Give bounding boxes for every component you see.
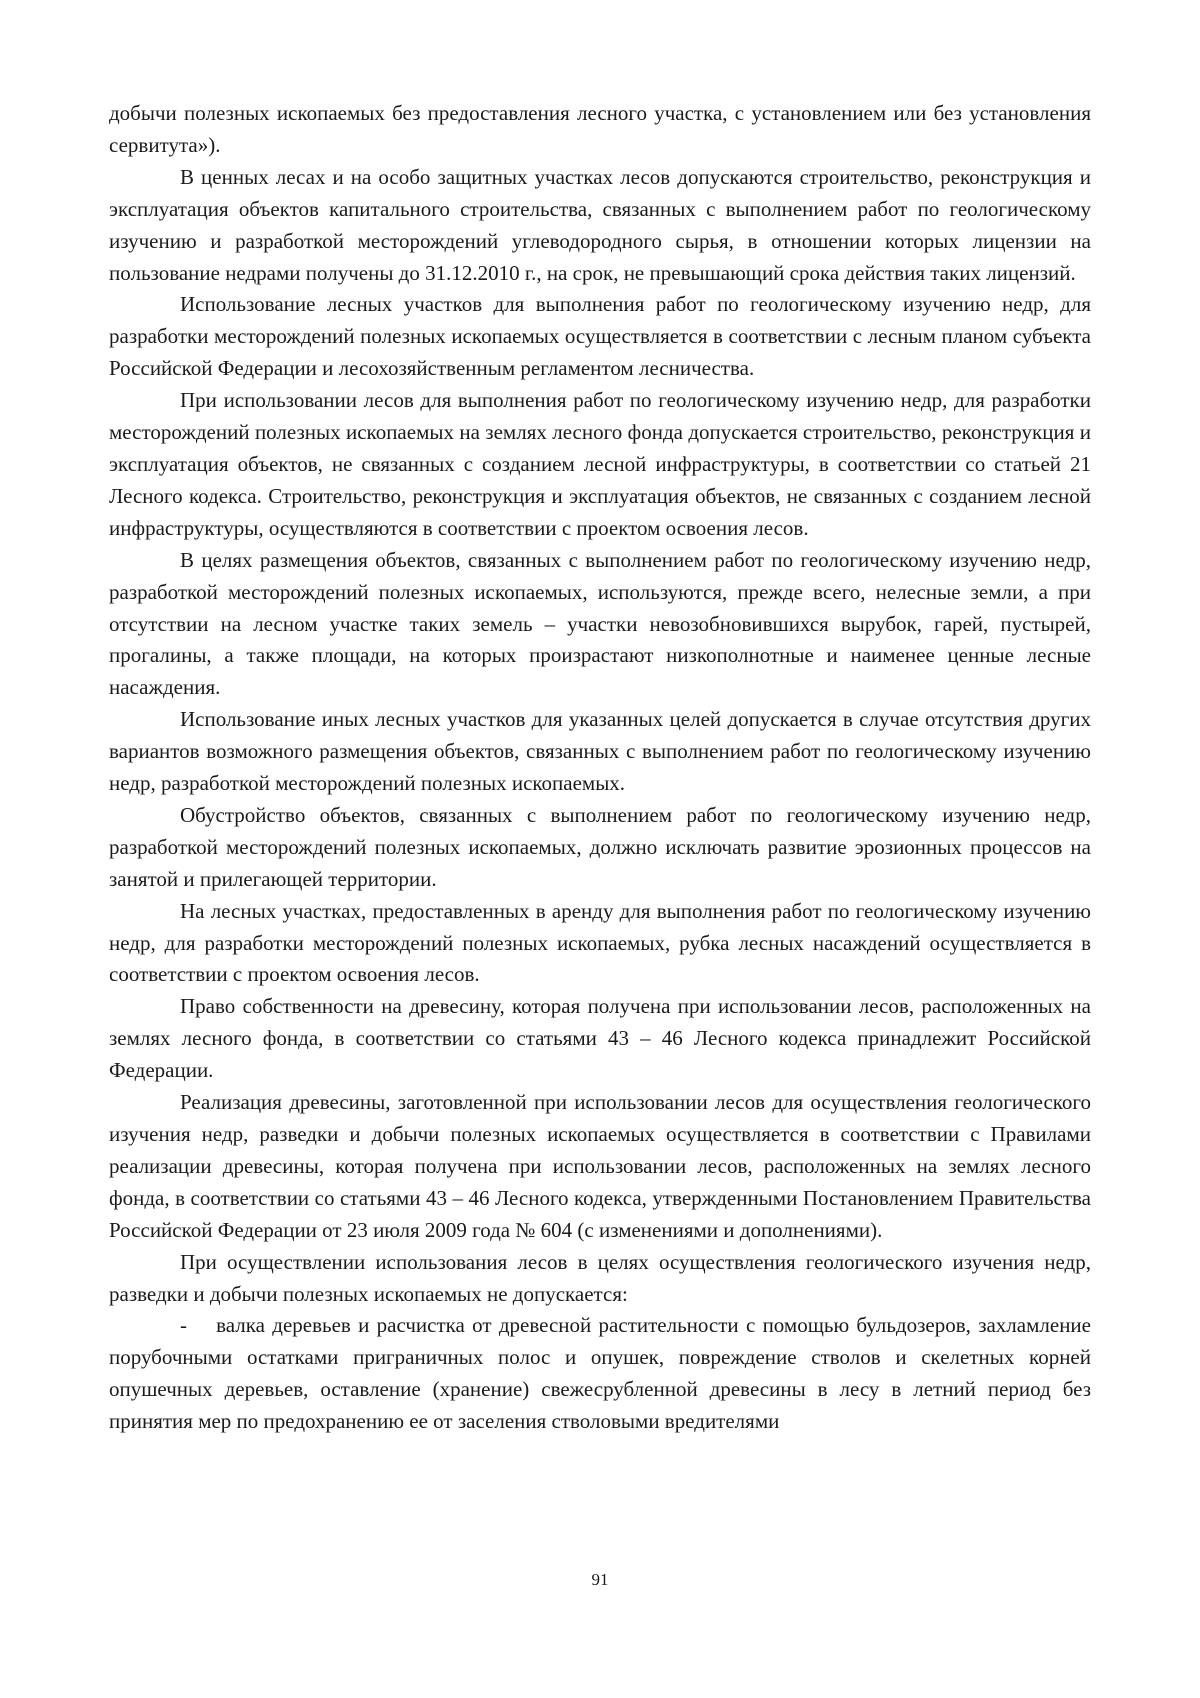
paragraph-wood-sale: Реализация древесины, заготовленной при использовании лесов для осуществления геологического изучения недр, разведки и добычи полезных ископаемых осуществляется в соответствии с Правилами реализации древесины, которая получена при использовании лесов, расположенных на землях лесного фонда, в соответствии со статьями 43 – 46 Лесного кодекса, утвержденными Постановлением Правительства Российской Федерации от 23 июля 2009 года № 604 (с изменениями и дополнениями).	[109, 1090, 1091, 1242]
paragraph-prohibitions-intro: При осуществлении использования лесов в целях осуществления геологического изучения недр, разведки и добычи полезных ископаемых не допускается:	[109, 1249, 1091, 1306]
paragraph-other-plots: Использование иных лесных участков для указанных целей допускается в случае отсутствия других вариантов возможного размещения объектов, связанных с выполнением работ по геологическому изучению недр, разработкой месторождений полезных ископаемых.	[109, 707, 1091, 796]
paragraph-forest-plan: Использование лесных участков для выполнения работ по геологическому изучению недр, для разработки месторождений полезных ископаемых осуществляется в соответствии с лесным планом субъекта Российской Федерации и лесохозяйственным регламентом лесничества.	[109, 292, 1091, 381]
paragraph-continuation: добычи полезных ископаемых без предоставления лесного участка, с установлением или без установления сервитута»).	[109, 101, 1091, 157]
paragraph-lease-felling: На лесных участках, предоставленных в аренду для выполнения работ по геологическому изучению недр, для разработки месторождений полезных ископаемых, рубка лесных насаждений осуществляется в соответствии с проектом освоения лесов.	[109, 898, 1091, 987]
paragraph-erosion: Обустройство объектов, связанных с выполнением работ по геологическому изучению недр, разработкой месторождений полезных ископаемых, должно исключать развитие эрозионных процессов на занятой и прилегающей территории.	[109, 802, 1091, 891]
document-page	[109, 98, 1091, 1438]
paragraph-valuable-forests: В ценных лесах и на особо защитных участках лесов допускаются строительство, реконструкция и эксплуатация объектов капитального строительства, связанных с выполнением работ по геологическому изучению и разработкой месторождений углеводородного сырья, в отношении которых лицензии на пользование недрами получены до 31.12.2010 г., на срок, не превышающий срока действия таких лицензий.	[109, 164, 1091, 285]
paragraph-construction: При использовании лесов для выполнения работ по геологическому изучению недр, для разработки месторождений полезных ископаемых на землях лесного фонда допускается строительство, реконструкция и эксплуатация объектов, не связанных с созданием лесной инфраструктуры, в соответствии со статьей 21 Лесного кодекса. Строительство, реконструкция и эксплуатация объектов, не связанных с созданием лесной инфраструктуры, осуществляются в соответствии с проектом освоения лесов.	[109, 388, 1091, 540]
paragraph-ownership: Право собственности на древесину, которая получена при использовании лесов, расположенных на землях лесного фонда, в соответствии со статьями 43 – 46 Лесного кодекса принадлежит Российской Федерации.	[109, 994, 1091, 1083]
list-item-prohibition: - валка деревьев и расчистка от древесной растительности с помощью бульдозеров, захламление порубочными остатками приграничных полос и опушек, повреждение стволов и скелетных корней опушечных деревьев, оставление (хранение) свежесрубленной древесины в лесу в летний период без принятия мер по предохранению ее от заселения стволовыми вредителями	[109, 1313, 1091, 1434]
paragraph-placement: В целях размещения объектов, связанных с выполнением работ по геологическому изучению недр, разработкой месторождений полезных ископаемых, используются, прежде всего, нелесные земли, а при отсутствии на лесном участке таких земель – участки невозобновившихся вырубок, гарей, пустырей, прогалины, а также площади, на которых произрастают низкополнотные и наименее ценные лесные насаждения.	[109, 547, 1091, 700]
page-number: 91	[591, 1570, 609, 1589]
